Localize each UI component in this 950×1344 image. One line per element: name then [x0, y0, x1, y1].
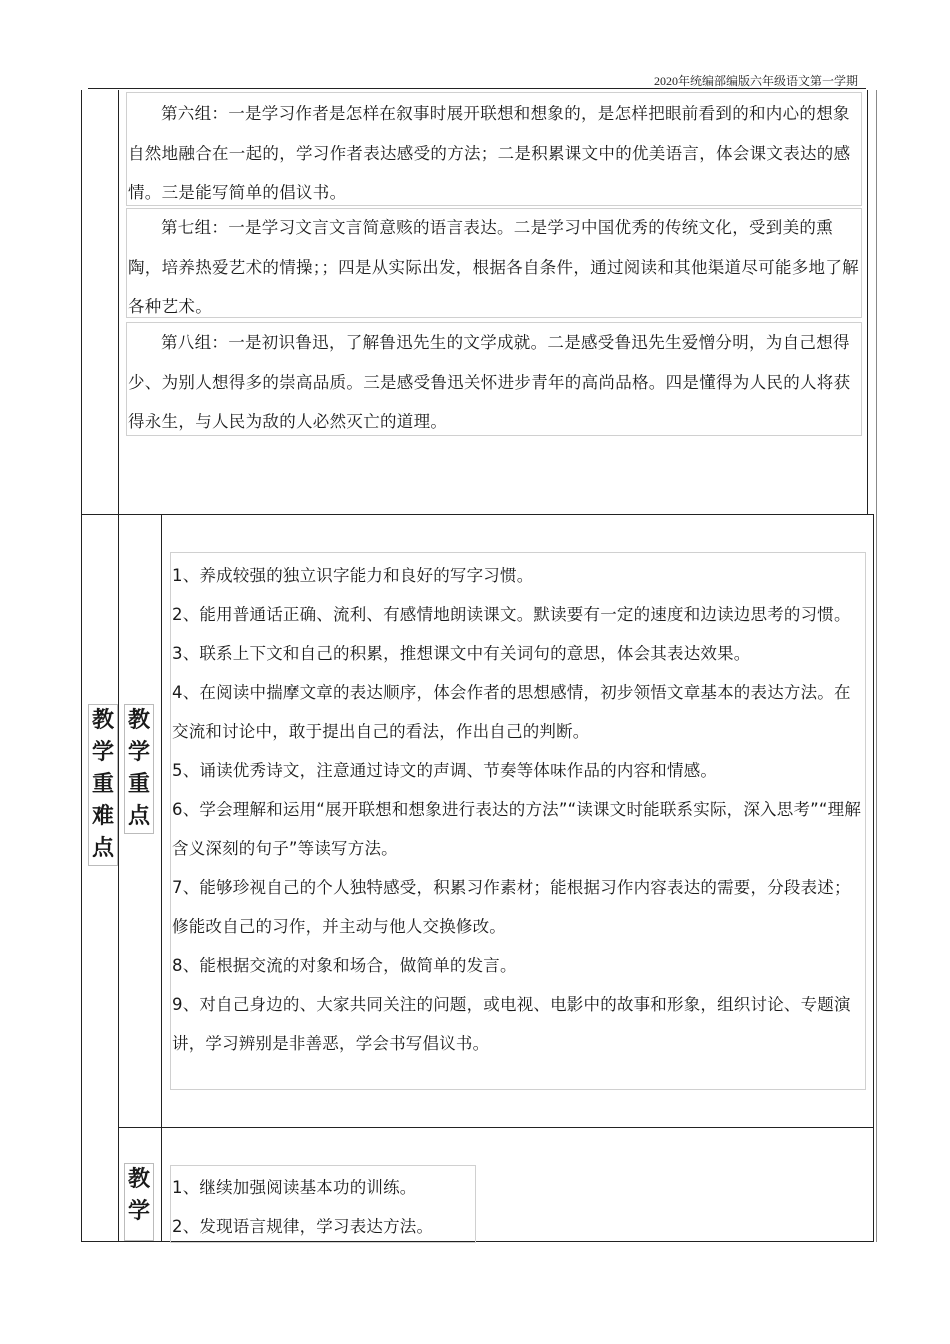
table-border-right [873, 514, 874, 1242]
document-header: 2020年统编部编版六年级语文第一学期 [653, 74, 858, 88]
table-border-left [81, 90, 82, 1242]
list-item: 8、能根据交流的对象和场合，做简单的发言。 [172, 956, 517, 975]
subsection-label-key-points: 教学重点 [124, 704, 154, 834]
header-rule [88, 88, 866, 89]
row-divider [81, 514, 874, 515]
list-item: 6、学会理解和运用“展开联想和想象进行表达的方法”“读课文时能联系实际，深入思考”“理解含义深刻的句子”等读写方法。 [172, 800, 862, 858]
group-7-objective: 第七组：一是学习文言文言简意赅的语言表达。二是学习中国优秀的传统文化，受到美的熏陶，培养热爱艺术的情操；；四是从实际出发，根据各自条件，通过阅读和其他渠道尽可能多地了解各种艺术。 [128, 218, 859, 316]
table-border-right-outer [876, 90, 877, 1242]
list-item: 4、在阅读中揣摩文章的表达顺序，体会作者的思想感情，初步领悟文章基本的表达方法。在交流和讨论中，敢于提出自己的看法，作出自己的判断。 [172, 683, 851, 741]
table-border-right [867, 90, 868, 514]
section-label-key-difficult-points: 教学重难点 [88, 704, 118, 866]
table-column-divider-1 [118, 90, 119, 1242]
list-item: 9、对自己身边的、大家共同关注的问题，或电视、电影中的故事和形象，组织讨论、专题演讲，学习辨别是非善恶，学会书写倡议书。 [172, 995, 851, 1053]
group-8-objective: 第八组：一是初识鲁迅，了解鲁迅先生的文学成就。二是感受鲁迅先生爱憎分明，为自己想得少、为别人想得多的崇高品质。三是感受鲁迅关怀进步青年的高尚品格。四是懂得为人民的人将获得永生，与人民为敌的人必然灭亡的道理。 [128, 333, 851, 431]
list-item: 2、能用普通话正确、流利、有感情地朗读课文。默读要有一定的速度和边读边思考的习惯。 [172, 605, 851, 624]
list-item: 5、诵读优秀诗文，注意通过诗文的声调、节奏等体味作品的内容和情感。 [172, 761, 718, 780]
list-item: 2、发现语言规律，学习表达方法。 [172, 1217, 434, 1236]
key-points-list [172, 556, 864, 1063]
list-item: 1、继续加强阅读基本功的训练。 [172, 1178, 417, 1197]
table-column-divider-2 [161, 514, 162, 1242]
list-item: 1、养成较强的独立识字能力和良好的写字习惯。 [172, 566, 534, 585]
list-item: 7、能够珍视自己的个人独特感受，积累习作素材；能根据习作内容表达的需要，分段表述；修能改自己的习作，并主动与他人交换修改。 [172, 878, 851, 936]
difficult-points-list [172, 1168, 864, 1246]
row-divider [118, 1127, 873, 1128]
subsection-label-difficult-points: 教学 [124, 1163, 154, 1241]
group-6-objective: 第六组：一是学习作者是怎样在叙事时展开联想和想象的，是怎样把眼前看到的和内心的想象自然地融合在一起的，学习作者表达感受的方法；二是积累课文中的优美语言，体会课文表达的感情。三是能写简单的倡议书。 [128, 104, 851, 202]
list-item: 3、联系上下文和自己的积累，推想课文中有关词句的意思，体会其表达效果。 [172, 644, 751, 663]
